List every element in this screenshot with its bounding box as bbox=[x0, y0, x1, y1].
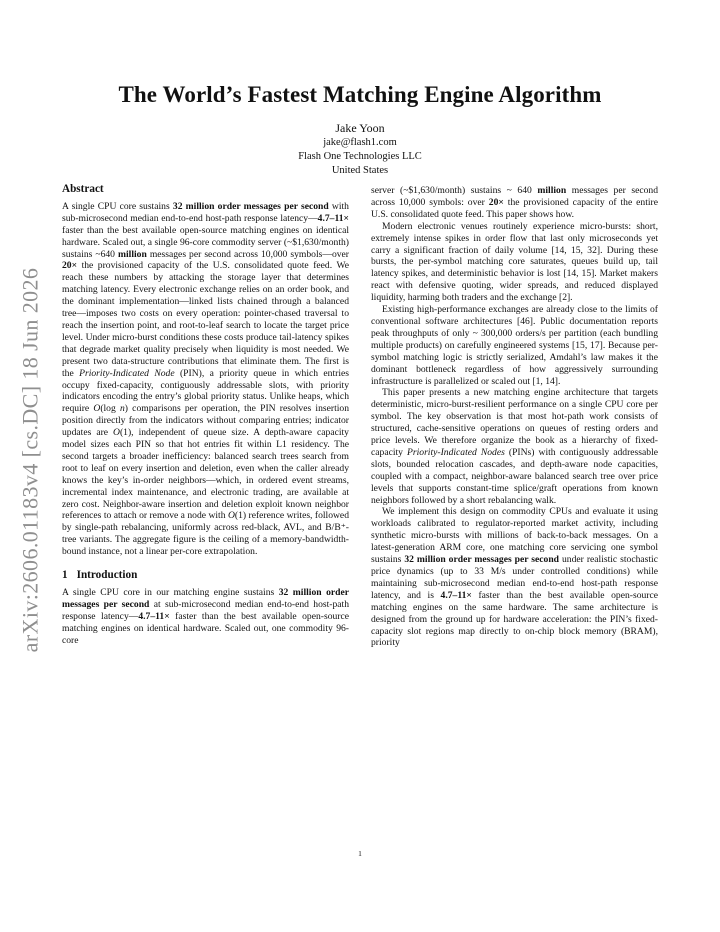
intro-paragraph-architecture: This paper presents a new matching engine architecture that targets deterministic, micro-burst-resilient performance on a single CPU core per symbol. The key observation is that most hot-path work consists of structured, cache-sensitive operations on queues of resting orders and price levels. We therefore organize the book as a hierarchy of fixed-capacity Priority-Indicated Nodes (PINs) with contiguously addressable slots, bounded relocation cascades, and depth-aware node capacities, coupled with a compact, neighbor-aware balanced search tree over price levels that supports constant-time splice/graft operations from known neighbors followed by a short rebalancing walk. bbox=[371, 387, 659, 506]
abstract-paragraph: A single CPU core sustains 32 million order messages per second with sub-microsecond median end-to-end host-path response latency—4.7–11× faster than the best available open-source matching engines on identical hardware. Scaled out, a single 96-core commodity server (~$1,630/month) sustains ~640 million messages per second across 10,000 symbols—over 20× the provisioned capacity of the U.S. consolidated quote feed. We reach these numbers by attacking the storage layer that determines matching latency. Every electronic exchange relies on an order book, and the dominant implementation—linked lists chained through a balanced tree—imposes two costs on every operation: pointer-chased traversal to reach the insertion point, and root-to-leaf search to locate the target price level. Under micro-burst conditions these costs produce tail-latency spikes that degrade market quality precisely when liquidity is most needed. We present two data-structure contributions that eliminate them. The first is the Priority-Indicated Node (PIN), a priority queue in which entries occupy fixed-capacity, contiguously addressable slots, with priority indicators encoding the entry’s global priority status. Unlike heaps, which require O(log n) comparisons per operation, the PIN resolves insertion position directly from the indicators without comparing entries; indicator updates are O(1), independent of queue size. A depth-aware capacity model sizes each PIN so that hot entries fit within L1 residency. The second targets a broader inefficiency: balanced search trees search from root to leaf on every insertion and deletion, even when the caller already knows the key’s in-order neighbors—which, in ordered event streams, incremental index maintenance, and electronic trading, are available at zero cost. Neighbor-aware insertion and deletion exploit known neighbor references to attach or remove a node with O(1) reference writes, followed by single-path rebalancing, uniformly across red-black, AVL, and B/B⁺-tree variants. The aggregate figure is the ceiling of a memory-bandwidth-bound instance, not a linear per-core extrapolation. bbox=[62, 200, 349, 558]
author-affiliation: Flash One Technologies LLC bbox=[298, 151, 422, 162]
bold-run: 20× bbox=[62, 260, 78, 272]
italic-run: O bbox=[113, 427, 120, 439]
author-email: jake@flash1.com bbox=[323, 137, 397, 148]
section-number: 1 bbox=[62, 569, 68, 582]
italic-run: n bbox=[119, 403, 125, 415]
bold-run: 20× bbox=[488, 196, 504, 208]
bold-run: 4.7–11× bbox=[440, 589, 472, 601]
italic-run: O bbox=[227, 510, 235, 522]
bold-run: 32 million order messages per second bbox=[172, 200, 329, 212]
italic-run: O bbox=[93, 403, 101, 415]
intro-paragraph-implementation: We implement this design on commodity CPUs and evaluate it using workloads calibrated to regulator-reported market activity, including synthetic micro-bursts with millions of back-to-back messages. On a latest-generation ARM core, one matching core servicing one symbol sustains 32 million order messages per second under realistic stochastic price dynamics (up to 33 M/s under controlled conditions) while maintaining sub-microsecond median end-to-end host-path response latency, and is 4.7–11× faster than the best available open-source matching engines on the same hardware. The same architecture is designed from the ground up for hardware acceleration: the PIN’s fixed-capacity slot regions map directly to on-chip block memory (BRAM), priority bbox=[371, 506, 658, 649]
bold-run: 32 million order messages per second bbox=[404, 554, 560, 566]
section-title: Introduction bbox=[76, 569, 138, 582]
paper-title: The World’s Fastest Matching Engine Algorithm bbox=[118, 82, 602, 107]
bold-run: million bbox=[537, 185, 567, 196]
abstract-heading: Abstract bbox=[62, 183, 104, 195]
bold-run: 4.7–11× bbox=[138, 610, 170, 622]
right-column bbox=[371, 185, 658, 649]
intro-paragraph-1: A single CPU core in our matching engine sustains 32 million order messages per second at sub-microsecond median end-to-end host-path response latency—4.7–11× faster than the best available open-source matching engines on identical hardware. Scaled out, one commodity 96-core bbox=[62, 587, 349, 646]
arxiv-id-text: arXiv:2606.01183v4 [cs.DC] 18 Jun 2026 bbox=[17, 267, 43, 653]
left-column bbox=[62, 184, 349, 647]
italic-run: Priority-Indicated Nodes bbox=[407, 446, 505, 458]
page-number: 1 bbox=[358, 849, 362, 858]
arxiv-identifier-stamp bbox=[6, 250, 54, 670]
intro-paragraph-continued: server (~$1,630/month) sustains ~ 640 million messages per second across 10,000 symbols: over 20× the provisioned capacity of the entire U.S. consolidated quote feed. This paper shows how. bbox=[371, 185, 658, 220]
italic-run: Priority-Indicated Node bbox=[79, 367, 175, 379]
bold-run: 32 million order messages per second bbox=[62, 587, 349, 610]
author-block bbox=[0, 120, 720, 178]
intro-paragraph-existing-exchanges: Existing high-performance exchanges are already close to the limits of conventional software architectures [46]. Public documentation reports peak throughputs of only ~ 300,000 orders/s per partition (each bundling multiple products) on carefully engineered systems [15, 17]. Because per-symbol matching logic is strictly serialized, Amdahl’s law makes it the dominant bottleneck regardless of how aggressively surrounding infrastructure is parallelized or scaled out [1, 14]. bbox=[371, 304, 658, 387]
intro-paragraph-microbursts: Modern electronic venues routinely experience micro-bursts: short, extremely intense spikes in order flow that last only microseconds yet carry a significant fraction of daily volume [14, 15, 32]. During these bursts, the per-symbol matching core saturates, queues build up, tail latency spikes, and deterministic behavior is lost [14, 15]. Market makers react with defensive quoting, wider spreads, and reduced displayed liquidity, harming both traders and the exchange [2]. bbox=[371, 220, 658, 304]
bold-run: million bbox=[118, 248, 147, 260]
bold-run: 4.7–11× bbox=[317, 212, 349, 224]
author-name: Jake Yoon bbox=[335, 121, 385, 135]
author-country: United States bbox=[331, 165, 389, 176]
section-heading-introduction bbox=[62, 570, 349, 582]
